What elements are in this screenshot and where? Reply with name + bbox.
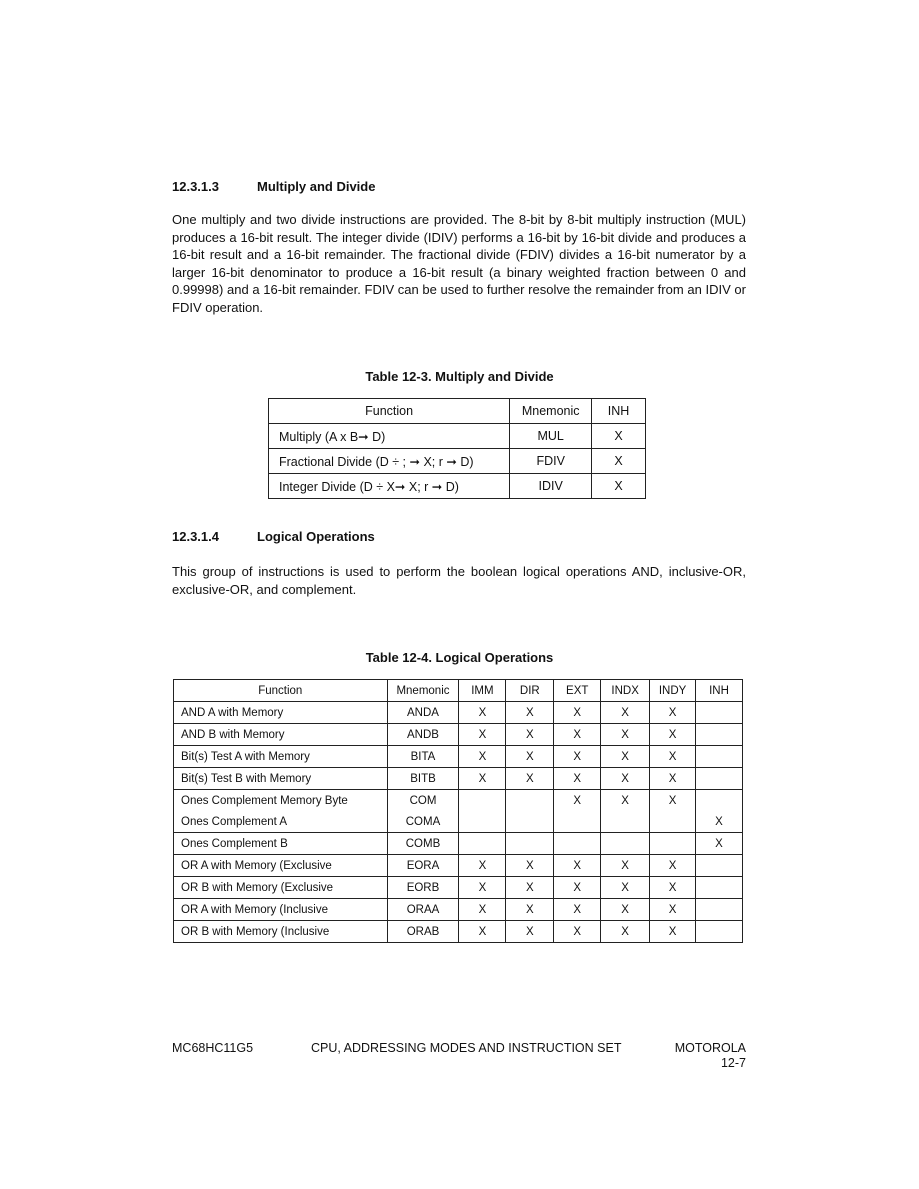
mnemonic-cell: ANDA [387, 702, 459, 724]
mode-cell [601, 811, 650, 833]
section-title: Logical Operations [257, 529, 375, 544]
mnemonic-cell: FDIV [510, 449, 592, 474]
table-caption: Table 12-4. Logical Operations [365, 650, 554, 665]
section-number: 12.3.1.4 [172, 529, 219, 544]
mode-cell: X [650, 746, 696, 768]
mode-cell [601, 833, 650, 855]
table-row [174, 702, 743, 724]
mode-cell: X [601, 877, 650, 899]
mode-cell: X [506, 702, 554, 724]
mode-cell: X [554, 790, 601, 812]
column-header: INH [592, 399, 646, 424]
function-cell: Integer Divide (D ÷ X➞ X; r ➞ D) [269, 474, 510, 499]
table-row [174, 768, 743, 790]
column-header: INDX [601, 680, 650, 702]
mode-cell: X [650, 790, 696, 812]
mode-cell: X [554, 724, 601, 746]
table-row [174, 877, 743, 899]
mode-cell: X [650, 768, 696, 790]
mode-cell: X [459, 702, 506, 724]
mnemonic-cell: COMB [387, 833, 459, 855]
paragraph: This group of instructions is used to perform the boolean logical operations AND, inclusive-OR, exclusive-OR, and complement. [172, 564, 746, 597]
mode-cell: X [506, 746, 554, 768]
function-cell: OR B with Memory (Inclusive [174, 921, 388, 943]
mode-cell: X [650, 855, 696, 877]
mode-cell: X [554, 702, 601, 724]
mode-cell [696, 921, 743, 943]
section-number: 12.3.1.3 [172, 179, 219, 194]
mode-cell: X [554, 855, 601, 877]
mode-cell: X [592, 449, 646, 474]
function-cell: Bit(s) Test B with Memory [174, 768, 388, 790]
function-cell: Ones Complement Memory Byte [174, 790, 388, 812]
function-cell: OR A with Memory (Exclusive [174, 855, 388, 877]
column-header: Function [269, 399, 510, 424]
column-header: Mnemonic [510, 399, 592, 424]
section-title: Multiply and Divide [257, 179, 376, 194]
mode-cell [554, 833, 601, 855]
mode-cell: X [592, 424, 646, 449]
function-cell: OR B with Memory (Exclusive [174, 877, 388, 899]
mode-cell: X [650, 724, 696, 746]
mode-cell: X [506, 921, 554, 943]
mode-cell [696, 855, 743, 877]
column-header: Mnemonic [387, 680, 459, 702]
footer-doc-id: MC68HC11G5 [172, 1041, 254, 1055]
mode-cell: X [601, 855, 650, 877]
mode-cell [459, 811, 506, 833]
table-header-row [174, 680, 743, 702]
table-row [269, 424, 646, 449]
mnemonic-cell: BITB [387, 768, 459, 790]
mode-cell: X [506, 855, 554, 877]
mnemonic-cell: EORA [387, 855, 459, 877]
mode-cell: X [506, 724, 554, 746]
mode-cell: X [459, 724, 506, 746]
mode-cell [696, 746, 743, 768]
mode-cell [696, 790, 743, 812]
mode-cell [696, 768, 743, 790]
mode-cell [696, 724, 743, 746]
function-cell: Ones Complement B [174, 833, 388, 855]
mode-cell: X [459, 899, 506, 921]
mode-cell: X [459, 768, 506, 790]
mode-cell [459, 790, 506, 812]
mode-cell: X [650, 877, 696, 899]
mode-cell: X [459, 746, 506, 768]
mode-cell: X [601, 790, 650, 812]
mode-cell [459, 833, 506, 855]
mode-cell [506, 833, 554, 855]
function-cell: AND B with Memory [174, 724, 388, 746]
mnemonic-cell: IDIV [510, 474, 592, 499]
column-header: EXT [554, 680, 601, 702]
mnemonic-cell: COMA [387, 811, 459, 833]
mode-cell: X [554, 746, 601, 768]
column-header: IMM [459, 680, 506, 702]
column-header: Function [174, 680, 388, 702]
column-header: DIR [506, 680, 554, 702]
mode-cell: X [554, 768, 601, 790]
mode-cell [650, 811, 696, 833]
mnemonic-cell: MUL [510, 424, 592, 449]
paragraph: One multiply and two divide instructions are provided. The 8-bit by 8-bit multiply instruction (MUL) produces a 16-bit result. The integer divide (IDIV) performs a 16-bit by 16-bit divide and produces a 16-bit result and a 16-bit remainder. The fractional divide (FDIV) divides a 16-bit numerator by a larger 16-bit denominator to produce a 16-bit result (a binary weighted fraction between 0 and 0.99998) and a 16-bit remainder. FDIV can be used to further resolve the remainder from an IDIV or FDIV operation. [172, 212, 746, 315]
mode-cell [650, 833, 696, 855]
mode-cell [696, 702, 743, 724]
function-cell: AND A with Memory [174, 702, 388, 724]
table-row [174, 899, 743, 921]
table-row [174, 724, 743, 746]
mode-cell: X [696, 811, 743, 833]
table-row [174, 833, 743, 855]
table-row [269, 449, 646, 474]
mode-cell: X [650, 921, 696, 943]
mode-cell [696, 899, 743, 921]
mode-cell: X [506, 899, 554, 921]
mnemonic-cell: ORAB [387, 921, 459, 943]
mode-cell: X [650, 702, 696, 724]
mnemonic-cell: BITA [387, 746, 459, 768]
table-row [174, 746, 743, 768]
function-cell: Bit(s) Test A with Memory [174, 746, 388, 768]
function-cell: Multiply (A x B➞ D) [269, 424, 510, 449]
table-row [174, 790, 743, 812]
logical-operations-table [173, 679, 743, 943]
mode-cell: X [601, 899, 650, 921]
mode-cell: X [554, 877, 601, 899]
footer-company: MOTOROLA [674, 1041, 746, 1055]
multiply-divide-table [268, 398, 646, 499]
mnemonic-cell: ORAA [387, 899, 459, 921]
mode-cell [696, 877, 743, 899]
mode-cell: X [601, 724, 650, 746]
mode-cell: X [554, 921, 601, 943]
table-row [174, 921, 743, 943]
mode-cell [554, 811, 601, 833]
table-header-row [269, 399, 646, 424]
table-row [174, 855, 743, 877]
mode-cell: X [601, 921, 650, 943]
mode-cell [506, 811, 554, 833]
mode-cell: X [554, 899, 601, 921]
mode-cell [506, 790, 554, 812]
mnemonic-cell: COM [387, 790, 459, 812]
mnemonic-cell: EORB [387, 877, 459, 899]
mode-cell: X [506, 877, 554, 899]
page-number: 12-7 [720, 1056, 746, 1070]
mode-cell: X [650, 899, 696, 921]
mode-cell: X [459, 855, 506, 877]
mode-cell: X [459, 921, 506, 943]
function-cell: Ones Complement A [174, 811, 388, 833]
mode-cell: X [601, 746, 650, 768]
mode-cell: X [459, 877, 506, 899]
mnemonic-cell: ANDB [387, 724, 459, 746]
column-header: INH [696, 680, 743, 702]
function-cell: OR A with Memory (Inclusive [174, 899, 388, 921]
mode-cell: X [601, 768, 650, 790]
mode-cell: X [696, 833, 743, 855]
function-cell: Fractional Divide (D ÷ ; ➞ X; r ➞ D) [269, 449, 510, 474]
mode-cell: X [601, 702, 650, 724]
column-header: INDY [650, 680, 696, 702]
mode-cell: X [506, 768, 554, 790]
mode-cell: X [592, 474, 646, 499]
table-row [174, 811, 743, 833]
footer-chapter-title: CPU, ADDRESSING MODES AND INSTRUCTION SET [311, 1041, 622, 1055]
table-caption: Table 12-3. Multiply and Divide [365, 369, 554, 384]
table-row [269, 474, 646, 499]
